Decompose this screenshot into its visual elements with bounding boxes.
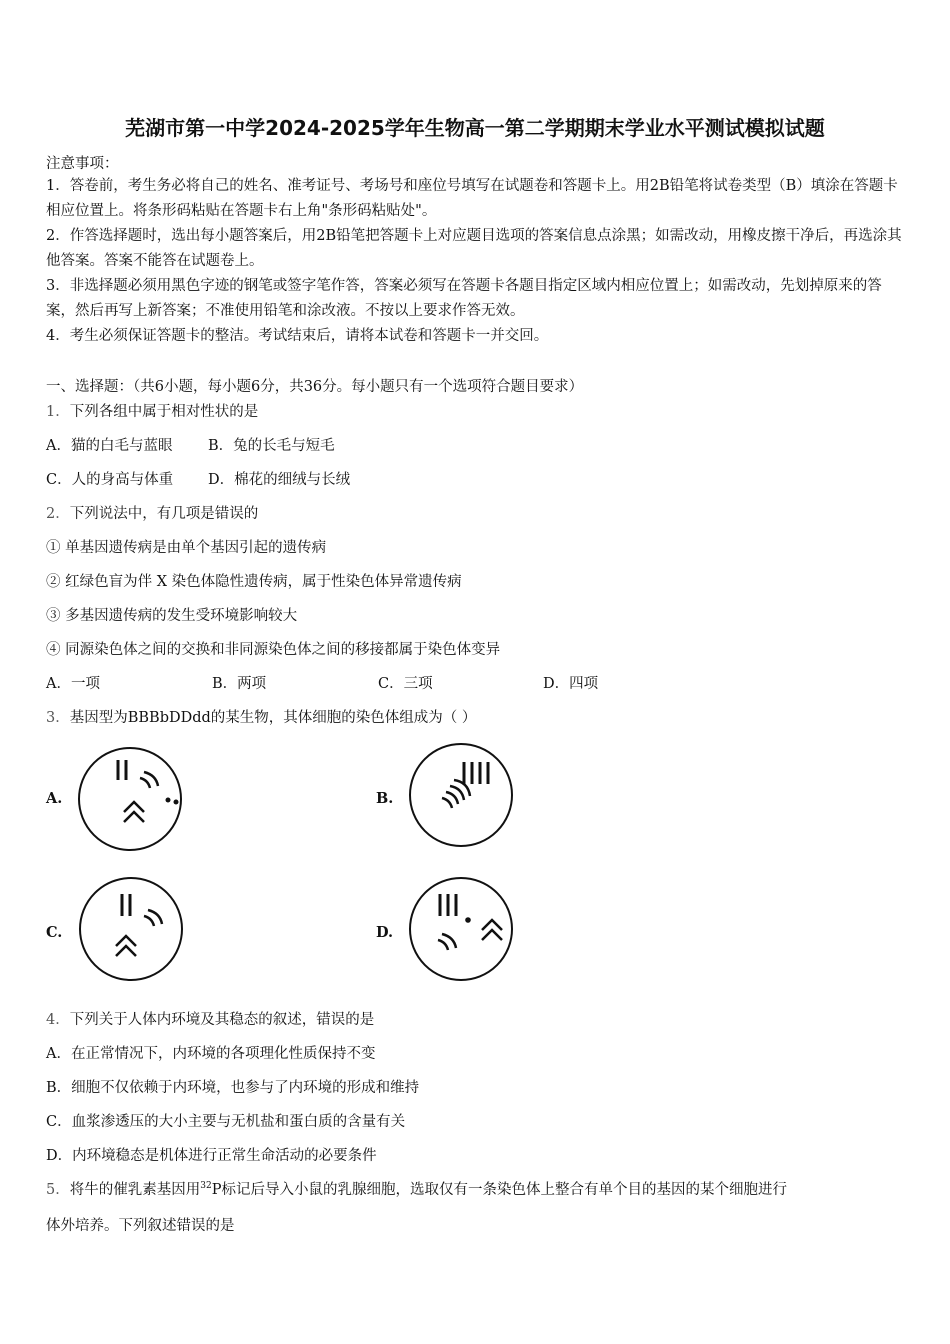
question-2-text: 下列说法中，有几项是错误的: [69, 506, 259, 522]
question-4-text: 下列关于人体内环境及其稳态的叙述，错误的是: [69, 1012, 375, 1028]
q2-statement-3: ③ 多基因遗传病的发生受环境影响较大: [46, 608, 298, 624]
question-5-text-part2: P标记后导入小鼠的乳腺细胞，选取仅有一条染色体上整合有单个目的基因的某个细胞进行: [211, 1182, 787, 1198]
q3-option-d-label: D.: [376, 924, 394, 941]
question-4-stem: [46, 1008, 374, 1029]
notice-item-3: 3．非选择题必须用黑色字迹的钢笔或签字笔作答，答案必须写在答题卡各题目指定区域内相应位置上；如需改动，先划掉原来的答案，然后再写上新答案；不准使用铅笔和涂改液。不按以上要求作答无效。: [46, 278, 882, 319]
notice-item-2: 2．作答选择题时，选出每小题答案后，用2B铅笔把答题卡上对应题目选项的答案信息点涂黑；如需改动，用橡皮擦干净后，再选涂其他答案。答案不能答在试题卷上。: [46, 228, 902, 269]
q1-option-a: A．猫的白毛与蓝眼: [46, 438, 173, 454]
q2-option-d: D．四项: [543, 676, 599, 692]
q3-option-b-label: B.: [376, 790, 394, 807]
q2-statement-1: ① 单基因遗传病是由单个基因引起的遗传病: [46, 540, 327, 556]
question-5-text-part1: 将牛的催乳素基因用: [69, 1182, 201, 1198]
notice-heading: 注意事项：: [46, 156, 119, 172]
question-5-stem: [46, 1178, 787, 1199]
question-3-number: 3．: [46, 710, 70, 726]
q2-option-a: A．一项: [46, 676, 100, 692]
q1-option-c: C．人的身高与体重: [46, 472, 174, 488]
q4-option-d: D．内环境稳态是机体进行正常生命活动的必要条件: [46, 1148, 377, 1164]
q4-option-a: A．在正常情况下，内环境的各项理化性质保持不变: [46, 1046, 376, 1062]
question-3-stem: [46, 706, 476, 727]
cell-diagram-b: [406, 742, 516, 848]
question-1-text: 下列各组中属于相对性状的是: [69, 404, 259, 420]
q4-option-c: C．血浆渗透压的大小主要与无机盐和蛋白质的含量有关: [46, 1114, 406, 1130]
page-title: 芜湖市第一中学2024-2025学年生物高一第二学期期末学业水平测试模拟试题: [125, 116, 825, 140]
q3-option-c-label: C.: [46, 924, 63, 941]
q3-option-a-label: A.: [46, 790, 63, 807]
section-heading: 一、选择题：（共6小题，每小题6分，共36分。每小题只有一个选项符合题目要求）: [46, 379, 584, 395]
cell-diagram-a: [76, 746, 184, 852]
question-1-stem: [46, 400, 258, 421]
question-3-text: 基因型为BBBbDDdd的某生物，其体细胞的染色体组成为（ ）: [69, 710, 477, 726]
notice-item-1: 1．答卷前，考生务必将自己的姓名、准考证号、考场号和座位号填写在试题卷和答题卡上。用2B铅笔将试卷类型（B）填涂在答题卡相应位置上。将条形码粘贴在答题卡右上角"条形码粘贴处"。: [46, 178, 898, 219]
isotope-superscript: 32: [200, 1181, 212, 1192]
notice-item-4: 4．考生必须保证答题卡的整洁。考试结束后，请将本试卷和答题卡一并交回。: [46, 328, 549, 344]
q1-option-d: D．棉花的细绒与长绒: [208, 472, 351, 488]
question-4-number: 4．: [46, 1012, 70, 1028]
question-2-number: 2．: [46, 506, 70, 522]
q2-option-b: B．两项: [212, 676, 267, 692]
q2-option-c: C．三项: [378, 676, 433, 692]
q2-statement-2: ② 红绿色盲为伴 X 染色体隐性遗传病，属于性染色体异常遗传病: [46, 574, 462, 590]
cell-diagram-d: [406, 876, 516, 982]
q1-option-b: B．兔的长毛与短毛: [208, 438, 335, 454]
question-2-stem: [46, 502, 258, 523]
question-1-number: 1．: [46, 404, 70, 420]
q4-option-b: B．细胞不仅依赖于内环境，也参与了内环境的形成和维持: [46, 1080, 420, 1096]
question-5-stem-line2: 体外培养。下列叙述错误的是: [46, 1218, 235, 1234]
question-5-number: 5．: [46, 1182, 70, 1198]
cell-diagram-c: [76, 876, 186, 982]
q2-statement-4: ④ 同源染色体之间的交换和非同源染色体之间的移接都属于染色体变异: [46, 642, 501, 658]
